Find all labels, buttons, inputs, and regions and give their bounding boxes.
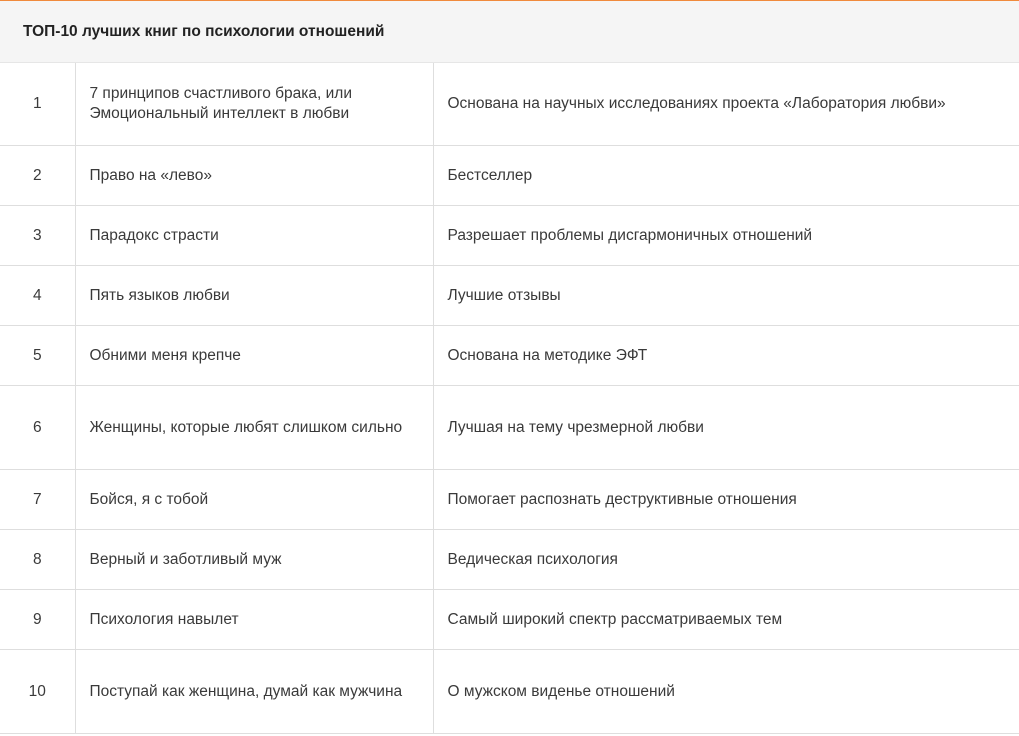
table-row — [0, 146, 1019, 206]
book-title-cell: Право на «лево» — [75, 146, 433, 206]
description-cell: О мужском виденье отношений — [433, 650, 1019, 734]
book-title-cell: Бойся, я с тобой — [75, 470, 433, 530]
table-row — [0, 266, 1019, 326]
rank-cell: 10 — [0, 650, 75, 734]
rank-cell: 8 — [0, 530, 75, 590]
table-row — [0, 470, 1019, 530]
table-row — [0, 386, 1019, 470]
book-title-cell: 7 принципов счастливого брака, или Эмоциональный интеллект в любви — [75, 63, 433, 146]
description-cell: Помогает распознать деструктивные отношения — [433, 470, 1019, 530]
rank-cell: 3 — [0, 206, 75, 266]
book-title-cell: Верный и заботливый муж — [75, 530, 433, 590]
description-cell: Самый широкий спектр рассматриваемых тем — [433, 590, 1019, 650]
table-row — [0, 530, 1019, 590]
description-cell: Бестселлер — [433, 146, 1019, 206]
book-title-cell: Психология навылет — [75, 590, 433, 650]
book-title-cell: Пять языков любви — [75, 266, 433, 326]
rank-cell: 4 — [0, 266, 75, 326]
book-title-cell: Женщины, которые любят слишком сильно — [75, 386, 433, 470]
description-cell: Основана на научных исследованиях проекта «Лаборатория любви» — [433, 63, 1019, 146]
rank-cell: 9 — [0, 590, 75, 650]
table-row — [0, 650, 1019, 734]
description-cell: Ведическая психология — [433, 530, 1019, 590]
book-title-cell: Поступай как женщина, думай как мужчина — [75, 650, 433, 734]
description-cell: Лучшая на тему чрезмерной любви — [433, 386, 1019, 470]
table-row — [0, 590, 1019, 650]
table-title: ТОП-10 лучших книг по психологии отношений — [0, 1, 1019, 63]
table-row — [0, 63, 1019, 146]
book-title-cell: Обними меня крепче — [75, 326, 433, 386]
rank-cell: 5 — [0, 326, 75, 386]
table-row — [0, 206, 1019, 266]
rank-cell: 2 — [0, 146, 75, 206]
description-cell: Основана на методике ЭФТ — [433, 326, 1019, 386]
description-cell: Разрешает проблемы дисгармоничных отношений — [433, 206, 1019, 266]
rank-cell: 6 — [0, 386, 75, 470]
rank-cell: 7 — [0, 470, 75, 530]
table-row — [0, 326, 1019, 386]
rank-cell: 1 — [0, 63, 75, 146]
book-title-cell: Парадокс страсти — [75, 206, 433, 266]
description-cell: Лучшие отзывы — [433, 266, 1019, 326]
books-table — [0, 63, 1019, 734]
